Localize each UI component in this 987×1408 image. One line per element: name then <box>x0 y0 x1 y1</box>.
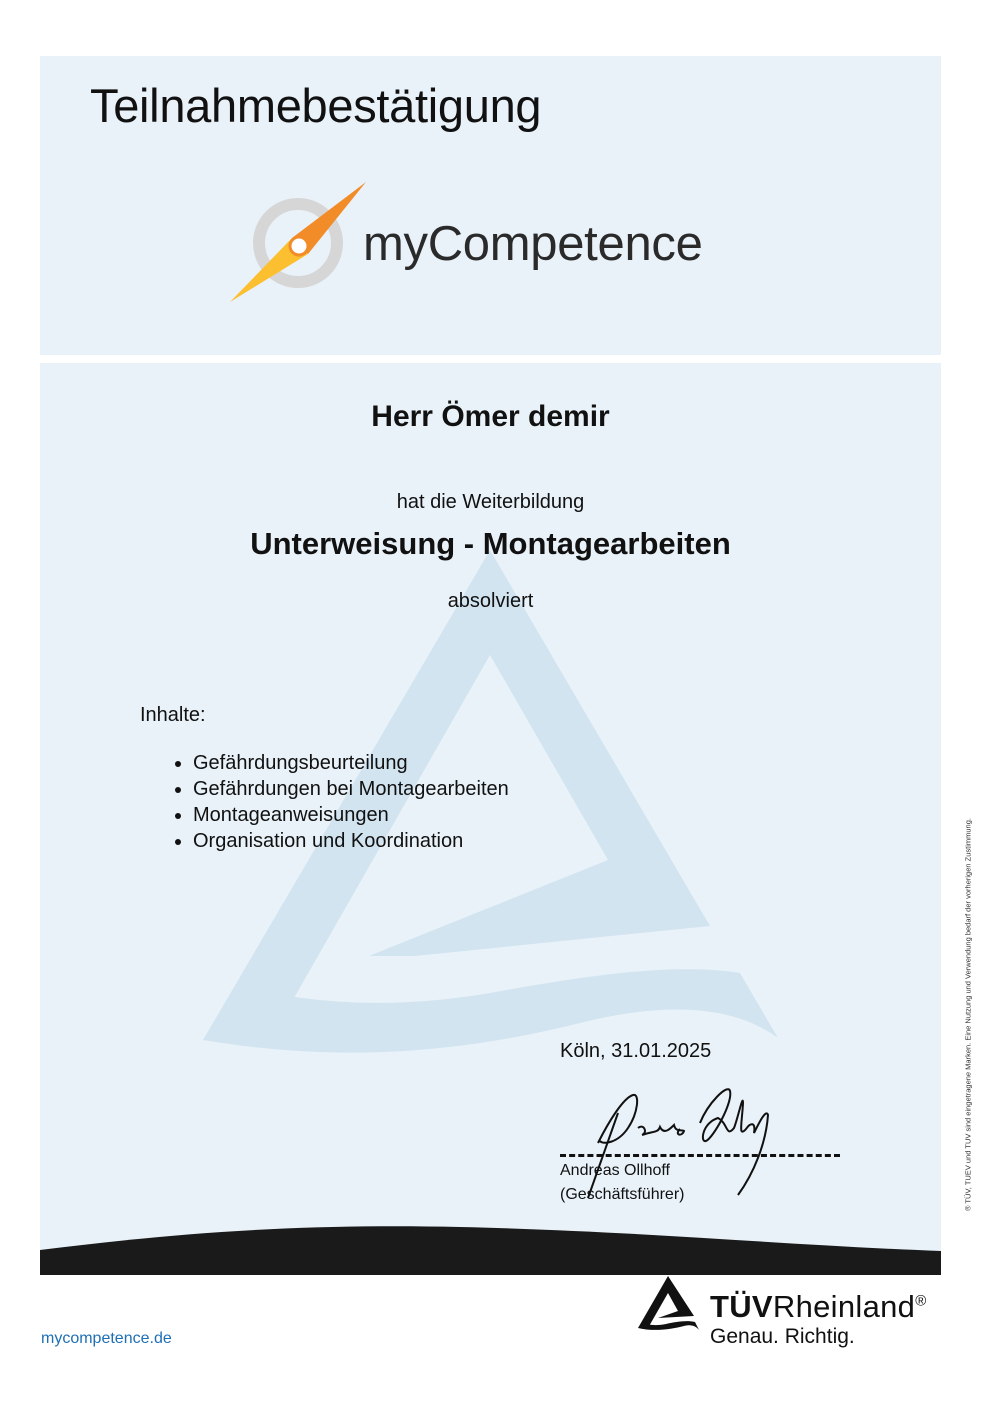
contents-label: Inhalte: <box>140 704 206 726</box>
tuv-slogan: Genau. Richtig. <box>710 1325 855 1348</box>
list-item: • Gefährdungsbeurteilung <box>193 750 509 776</box>
tuv-brand-regular: Rheinland <box>772 1289 916 1324</box>
logo-text: myCompetence <box>363 217 703 271</box>
legal-note: ® TÜV, TUEV und TUV sind eingetragene Marken. Eine Nutzung und Verwendung bedarf der vorherigen Zustimmung. <box>963 818 973 1211</box>
course-title: Unterweisung - Montagearbeiten <box>250 526 731 561</box>
registered-mark: ® <box>915 1292 927 1310</box>
header-panel <box>40 56 941 355</box>
tuv-brand <box>710 1289 927 1325</box>
tuv-triangle-logo <box>636 1274 700 1332</box>
footer-wave <box>40 1215 941 1275</box>
list-item: • Gefährdungen bei Montagearbeiten <box>193 776 509 802</box>
certificate-panel <box>40 363 941 1275</box>
intro-text: hat die Weiterbildung <box>396 491 585 513</box>
list-item: • Montageanweisungen <box>193 802 509 828</box>
signature-line <box>560 1154 840 1157</box>
signer-role: (Geschäftsführer) <box>560 1186 685 1203</box>
outro-text: absolviert <box>447 590 534 612</box>
participant-name: Herr Ömer demir <box>371 400 610 433</box>
tuv-brand-bold: TÜV <box>710 1289 773 1324</box>
page-title: Teilnahmebestätigung <box>90 79 542 132</box>
signer-name: Andreas Ollhoff <box>560 1162 670 1179</box>
place-date: Köln, 31.01.2025 <box>560 1040 712 1062</box>
compass-icon <box>228 180 368 304</box>
website-link[interactable]: mycompetence.de <box>41 1330 172 1347</box>
list-item: • Organisation und Koordination <box>193 828 509 854</box>
contents-list <box>193 750 509 854</box>
signer-block <box>560 1159 684 1207</box>
